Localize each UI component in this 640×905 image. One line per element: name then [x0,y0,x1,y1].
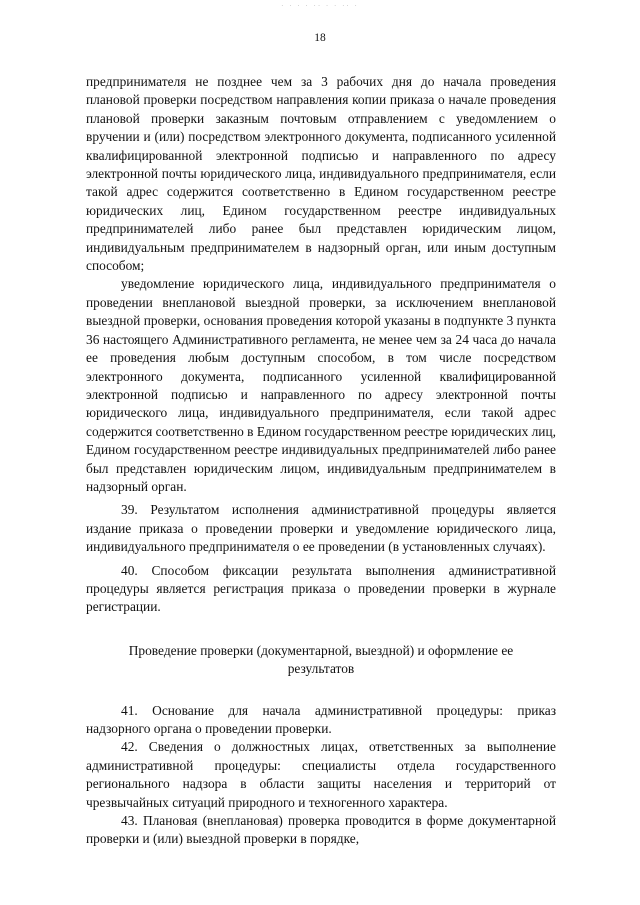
section-heading: Проведение проверки (документарной, выездной) и оформление ее результатов [128,642,514,677]
scan-artifact: · · · · ·· · · ·· · [281,2,359,10]
paragraph-41: 41. Основание для начала административной процедуры: приказ надзорного органа о проведении проверки. [86,702,556,736]
paragraph-43: 43. Плановая (внеплановая) проверка проводится в форме документарной проверки и (или) выездной проверки в порядке, [86,813,556,847]
page-number: 18 [314,32,326,44]
paragraph-42: 42. Сведения о должностных лицах, ответственных за выполнение административной процедуры: специалисты отдела государственного регионального надзора в области защиты населения и территорий от чрезвычайных ситуаций природного и техногенного характера. [86,739,556,810]
paragraph-continuation: предпринимателя не позднее чем за 3 рабочих дня до начала проведения плановой проверки посредством направления копии приказа о начале проведения плановой проверки заказным почтовым отправлением с уведомлением о вручении и (или) посредством электронного документа, подписанного усиленной квалифицированной электронной подписью и направленного по адресу электронной почты юридического лица, индивидуального предпринимателя, если такой адрес содержится соответственно в Едином государственном реестре юридических лиц, Едином государственном реестре индивидуальных предпринимателей либо ранее был представлен юридическим лицом, индивидуальным предпринимателем в надзорный орган, или иным доступным способом; [86,74,556,274]
document-body [86,73,556,849]
paragraph-40: 40. Способом фиксации результата выполнения административной процедуры является регистрация приказа о проведении проверки в журнале регистрации. [86,562,556,615]
paragraph-39: 39. Результатом исполнения административной процедуры является издание приказа о проведении проверки и уведомление юридического лица, индивидуального предпринимателя о ее проведении (в установленных случаях). [86,502,556,555]
paragraph-unscheduled-notice: уведомление юридического лица, индивидуального предпринимателя о проведении внеплановой выездной проверки, за исключением внеплановой выездной проверки, основания проведения которой указаны в подпункте 3 пункта 36 настоящего Административного регламента, не менее чем за 24 часа до начала ее проведения любым доступным способом, в том числе посредством электронного документа, подписанного усиленной квалифицированной электронной подписью и направленного по адресу электронной почты юридического лица, индивидуального предпринимателя, если такой адрес содержится соответственно в Едином государственном реестре юридических лиц, Едином государственном реестре индивидуальных предпринимателей либо ранее был представлен юридическим лицом, индивидуальным предпринимателем в надзорный орган. [86,276,556,494]
